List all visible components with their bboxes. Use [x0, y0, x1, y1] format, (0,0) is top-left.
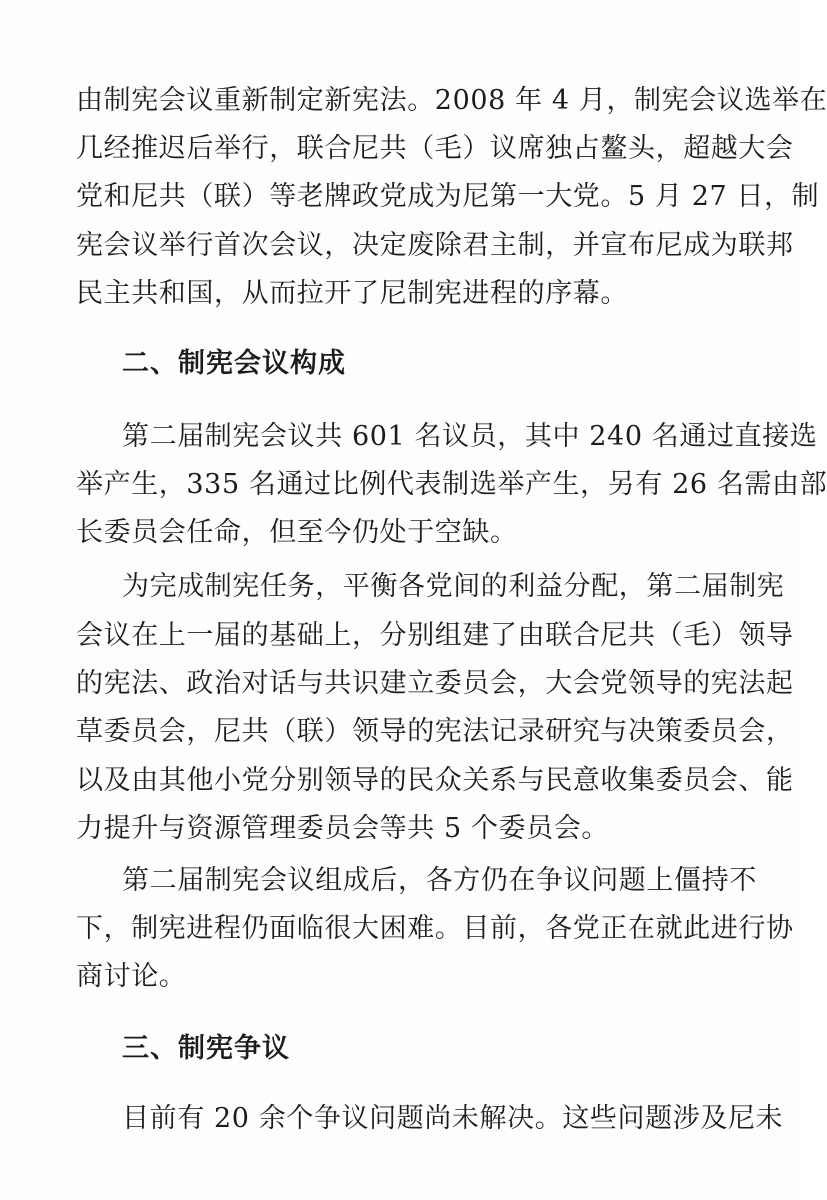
paragraph-3-line-4: 草委员会，尼共（联）领导的宪法记录研究与决策委员会， [76, 716, 794, 747]
paragraph-2-line-1: 第二届制宪会议共 601 名议员，其中 240 名通过直接选 [122, 421, 818, 452]
paragraph-1-line-3: 党和尼共（联）等老牌政党成为尼第一大党。5 月 27 日，制 [76, 181, 820, 212]
paragraph-1-line-2: 几经推迟后举行，联合尼共（毛）议席独占鳌头，超越大会 [76, 133, 794, 164]
paragraph-3-line-5: 以及由其他小党分别领导的民众关系与民意收集委员会、能 [76, 765, 794, 796]
paragraph-4-line-3: 商讨论。 [76, 961, 187, 992]
paragraph-1-line-4: 宪会议举行首次会议，决定废除君主制，并宣布尼成为联邦 [76, 230, 794, 261]
section-heading-composition: 二、制宪会议构成 [122, 348, 346, 379]
paragraph-3-line-3: 的宪法、政治对话与共识建立委员会，大会党领导的宪法起 [76, 668, 794, 699]
paragraph-4-line-2: 下，制宪进程仍面临很大困难。目前，各党正在就此进行协 [76, 913, 794, 944]
paragraph-3-line-2: 会议在上一届的基础上，分别组建了由联合尼共（毛）领导 [76, 620, 794, 651]
paragraph-2-line-2: 举产生，335 名通过比例代表制选举产生，另有 26 名需由部 [76, 469, 827, 500]
paragraph-2-line-3: 长委员会任命，但至今仍处于空缺。 [76, 517, 518, 548]
paragraph-3-line-1: 为完成制宪任务，平衡各党间的利益分配，第二届制宪 [122, 571, 785, 602]
paragraph-1-line-5: 民主共和国，从而拉开了尼制宪进程的序幕。 [76, 278, 628, 309]
paragraph-3-line-6: 力提升与资源管理委员会等共 5 个委员会。 [76, 813, 609, 844]
paragraph-4-line-1: 第二届制宪会议组成后，各方仍在争议问题上僵持不 [122, 865, 757, 896]
paragraph-5-line-1: 目前有 20 余个争议问题尚未解决。这些问题涉及尼未 [122, 1103, 784, 1134]
paragraph-1-line-1: 由制宪会议重新制定新宪法。2008 年 4 月，制宪会议选举在 [76, 85, 827, 116]
section-heading-disputes: 三、制宪争议 [122, 1033, 290, 1064]
